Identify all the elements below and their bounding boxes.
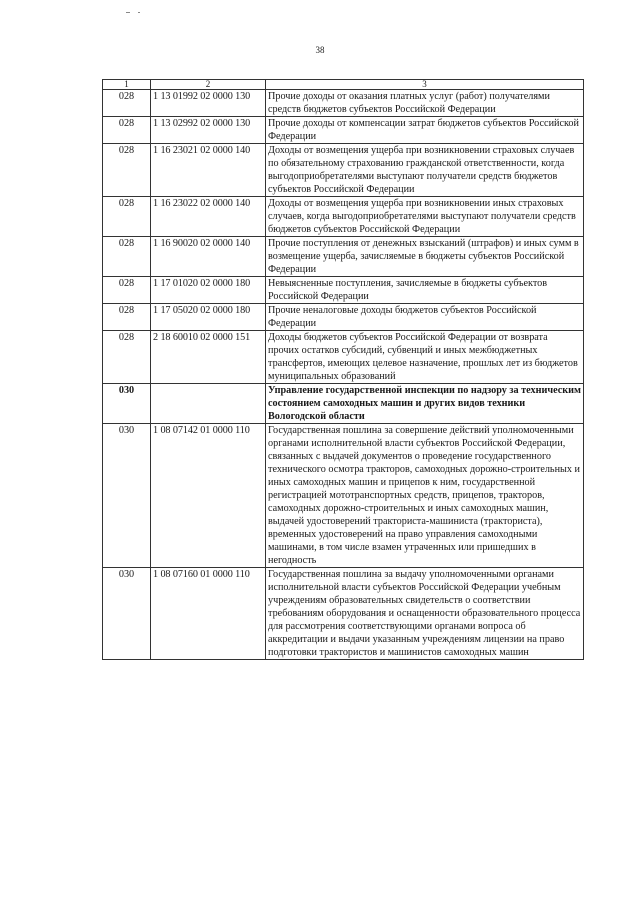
table-row [103,237,584,277]
admin-code-cell: 028 [103,197,151,237]
table-row [103,117,584,144]
description-cell: Доходы бюджетов субъектов Российской Федерации от возврата прочих остатков субсидий, субвенций и иных межбюджетных трансфертов, имеющих целевое назначение, прошлых лет из бюджетов муниципальных образований [266,331,584,384]
revenue-code-cell: 1 08 07142 01 0000 110 [151,424,266,568]
scan-speck [126,12,130,13]
table-row [103,424,584,568]
admin-code-cell: 028 [103,90,151,117]
revenue-codes-table [102,79,584,660]
admin-code-cell: 028 [103,237,151,277]
revenue-code-cell: 1 17 01020 02 0000 180 [151,277,266,304]
administrator-name-cell: Управление государственной инспекции по надзору за техническим состоянием самоходных машин и других видов техники Вологодской области [266,384,584,424]
admin-code-cell: 030 [103,424,151,568]
revenue-code-cell: 1 08 07160 01 0000 110 [151,568,266,660]
table-row [103,304,584,331]
revenue-code-cell: 1 17 05020 02 0000 180 [151,304,266,331]
admin-code-cell: 028 [103,331,151,384]
description-cell: Прочие поступления от денежных взысканий (штрафов) и иных сумм в возмещение ущерба, зачисляемые в бюджеты субъектов Российской Федерации [266,237,584,277]
description-cell: Прочие доходы от компенсации затрат бюджетов субъектов Российской Федерации [266,117,584,144]
revenue-code-cell: 1 16 90020 02 0000 140 [151,237,266,277]
column-number: 2 [151,80,266,90]
revenue-code-cell [151,384,266,424]
column-number: 3 [266,80,584,90]
admin-code-cell: 028 [103,304,151,331]
revenue-code-cell: 1 16 23022 02 0000 140 [151,197,266,237]
table-row [103,144,584,197]
admin-code-cell: 030 [103,384,151,424]
table-row-section-heading [103,384,584,424]
description-cell: Прочие доходы от оказания платных услуг (работ) получателями средств бюджетов субъектов Российской Федерации [266,90,584,117]
revenue-code-cell: 1 13 02992 02 0000 130 [151,117,266,144]
admin-code-cell: 028 [103,144,151,197]
description-cell: Государственная пошлина за совершение действий уполномоченными органами исполнительной власти субъектов Российской Федерации, связанных с выдачей документов о проведение государственного технического осмотра тракторов, самоходных дорожно-строительных и иных самоходных машин и прицепов к ним, государственной регистрацией мототранспортных средств, прицепов, тракторов, самоходных дорожно-строительных и иных самоходных машин, выдачей удостоверений тракториста-машиниста (тракториста), временных удостоверений на право управления самоходными машинами, в том числе взамен утраченных или пришедших в негодность [266,424,584,568]
table-row [103,331,584,384]
description-cell: Доходы от возмещения ущерба при возникновении иных страховых случаев, когда выгодоприобретателями выступают получатели средств бюджетов субъектов Российской Федерации [266,197,584,237]
column-number-row [103,80,584,90]
revenue-code-cell: 2 18 60010 02 0000 151 [151,331,266,384]
table-row [103,90,584,117]
admin-code-cell: 028 [103,277,151,304]
revenue-code-cell: 1 16 23021 02 0000 140 [151,144,266,197]
table-row [103,197,584,237]
admin-code-cell: 028 [103,117,151,144]
revenue-code-cell: 1 13 01992 02 0000 130 [151,90,266,117]
table-row [103,568,584,660]
description-cell: Государственная пошлина за выдачу уполномоченными органами исполнительной власти субъектов Российской Федерации учебным учреждениям образовательных свидетельств о соответствии требованиям оборудования и оснащенности образовательного процесса для рассмотрения соответствующими органами вопроса об аккредитации и выдачи указанным учреждениям лицензии на право подготовки трактористов и машинистов самоходных машин [266,568,584,660]
column-number: 1 [103,80,151,90]
description-cell: Прочие неналоговые доходы бюджетов субъектов Российской Федерации [266,304,584,331]
description-cell: Невыясненные поступления, зачисляемые в бюджеты субъектов Российской Федерации [266,277,584,304]
table-row [103,277,584,304]
page-number: 38 [315,45,325,55]
scan-speck [138,12,140,13]
description-cell: Доходы от возмещения ущерба при возникновении страховых случаев по обязательному страхованию гражданской ответственности, когда выгодоприобретателями выступают получатели средств бюджетов субъектов Российской Федерации [266,144,584,197]
admin-code-cell: 030 [103,568,151,660]
